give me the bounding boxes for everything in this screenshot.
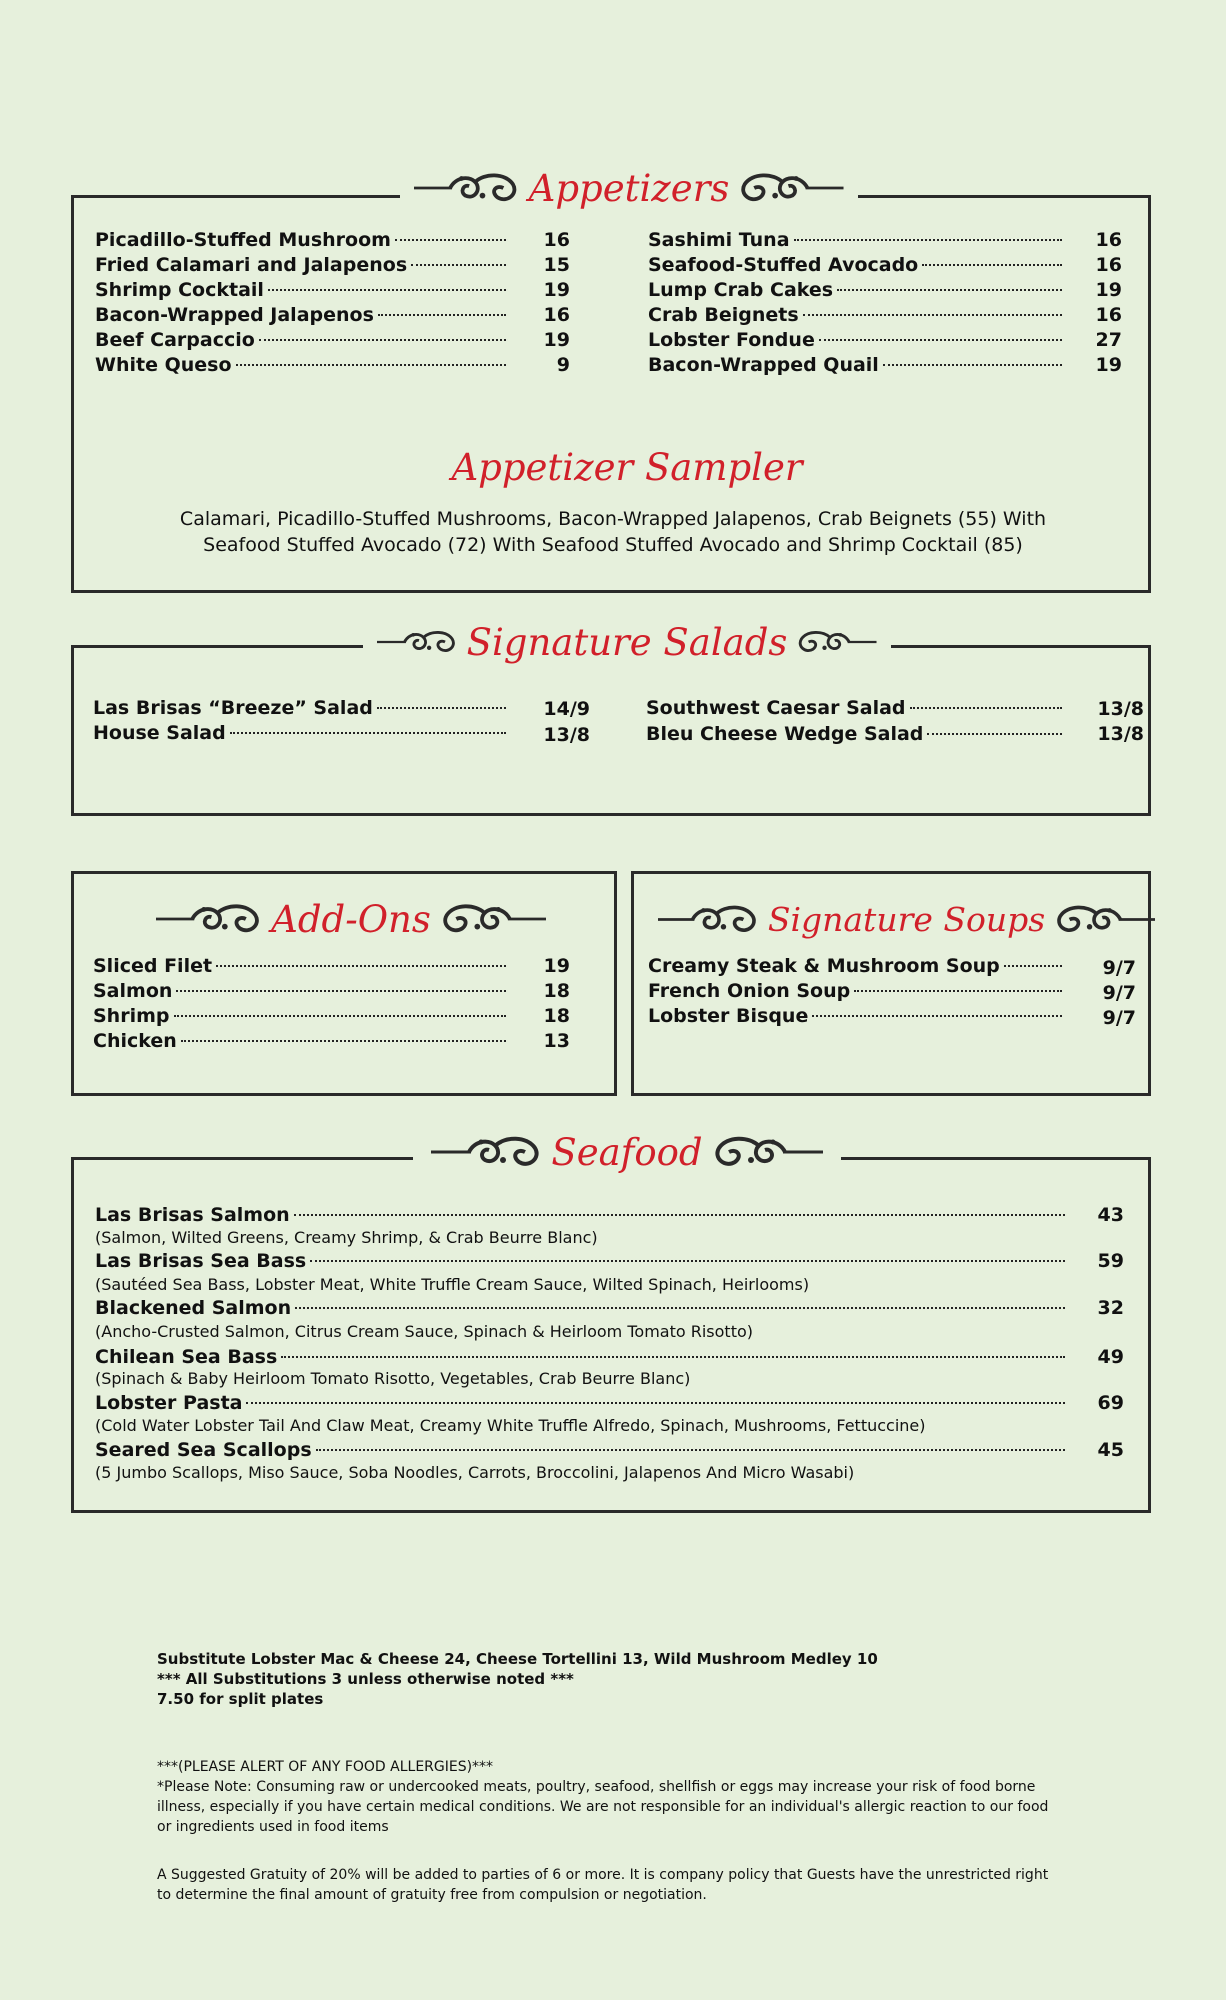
leader-dots (812, 1015, 1062, 1017)
left-ornament-icon (156, 901, 261, 937)
item-price: 16 (543, 304, 570, 326)
leader-dots (922, 264, 1062, 266)
item-name: House Salad (93, 722, 226, 744)
list-item (93, 979, 510, 1004)
sampler-title: Appetizer Sampler (451, 445, 803, 489)
right-ornament-icon (797, 624, 877, 660)
seafood-item (95, 1249, 1069, 1274)
item-price: 9/7 (1102, 982, 1136, 1004)
leader-dots (176, 990, 506, 992)
leader-dots (883, 364, 1062, 366)
item-price: 15 (543, 254, 570, 276)
left-ornament-icon (377, 624, 457, 660)
leader-dots (910, 707, 1062, 709)
sampler-heading (413, 437, 841, 497)
seafood-item (95, 1203, 1069, 1228)
leader-dots (316, 1449, 1065, 1451)
list-item (648, 353, 1066, 378)
list-item (646, 722, 1066, 747)
item-price: 19 (543, 279, 570, 301)
split-plate-note: 7.50 for split plates (157, 1690, 324, 1708)
addons-heading (142, 889, 560, 949)
soups-heading (640, 889, 1173, 949)
substitution-note: *** All Substitutions 3 unless otherwise noted *** (157, 1670, 574, 1688)
salads-title: Signature Salads (466, 620, 788, 664)
leader-dots (259, 339, 506, 341)
item-description: (Salmon, Wilted Greens, Creamy Shrimp, & Crab Beurre Blanc) (95, 1228, 598, 1247)
leader-dots (295, 1307, 1065, 1309)
item-name: Las Brisas Salmon (95, 1204, 290, 1226)
item-price: 19 (1095, 354, 1122, 376)
item-name: Sashimi Tuna (648, 229, 790, 251)
leader-dots (927, 733, 1062, 735)
item-name: Bacon-Wrapped Quail (648, 354, 879, 376)
list-item (95, 353, 510, 378)
list-item (648, 278, 1066, 303)
item-name: Blackened Salmon (95, 1297, 292, 1319)
item-name: French Onion Soup (648, 980, 851, 1002)
list-item (93, 721, 510, 746)
item-name: Lobster Pasta (95, 1392, 243, 1414)
sampler-line-2: Seafood Stuffed Avocado (72) With Seafood Stuffed Avocado and Shrimp Cocktail (85) (203, 534, 1023, 556)
item-price: 18 (543, 1005, 570, 1027)
seafood-title: Seafood (551, 1130, 703, 1174)
allergy-alert: ***(PLEASE ALERT OF ANY FOOD ALLERGIES)*** (157, 1759, 494, 1775)
item-name: Las Brisas “Breeze” Salad (93, 697, 373, 719)
list-item (648, 328, 1066, 353)
item-price: 32 (1097, 1297, 1124, 1319)
list-item (648, 228, 1066, 253)
list-item (95, 328, 510, 353)
item-name: Chicken (93, 1030, 177, 1052)
soups-title: Signature Soups (767, 899, 1046, 939)
list-item (648, 954, 1066, 979)
leader-dots (377, 707, 506, 709)
leader-dots (411, 264, 506, 266)
item-name: Beef Carpaccio (95, 329, 255, 351)
leader-dots (216, 965, 506, 967)
item-name: White Queso (95, 354, 232, 376)
seafood-item (95, 1296, 1069, 1321)
seafood-item (95, 1345, 1069, 1370)
leader-dots (246, 1402, 1065, 1404)
list-item (93, 1029, 510, 1054)
leader-dots (281, 1356, 1065, 1358)
item-name: Crab Beignets (648, 304, 799, 326)
item-price: 16 (543, 229, 570, 251)
leader-dots (378, 314, 506, 316)
item-name: Lobster Bisque (648, 1005, 809, 1027)
appetizers-title: Appetizers (528, 166, 730, 210)
item-price: 49 (1097, 1346, 1124, 1368)
item-price: 59 (1097, 1250, 1124, 1272)
item-description: (5 Jumbo Scallops, Miso Sauce, Soba Noodles, Carrots, Broccolini, Jalapenos And Micro Wasabi) (95, 1463, 855, 1482)
item-price: 16 (1095, 304, 1122, 326)
list-item (648, 1004, 1066, 1029)
leader-dots (803, 314, 1062, 316)
leader-dots (174, 1015, 507, 1017)
seafood-heading (413, 1122, 841, 1182)
item-price: 43 (1097, 1204, 1124, 1226)
item-name: Lobster Fondue (648, 329, 815, 351)
substitution-line: Substitute Lobster Mac & Cheese 24, Cheese Tortellini 13, Wild Mushroom Medley 10 (157, 1650, 878, 1668)
item-price: 13/8 (1097, 698, 1144, 720)
item-price: 9 (556, 354, 570, 376)
item-price: 16 (1095, 254, 1122, 276)
list-item (93, 696, 510, 721)
list-item (95, 228, 510, 253)
leader-dots (236, 364, 506, 366)
leader-dots (181, 1040, 506, 1042)
addons-title: Add-Ons (271, 897, 431, 941)
item-price: 19 (543, 329, 570, 351)
item-name: Creamy Steak & Mushroom Soup (648, 955, 1000, 977)
item-name: Seafood-Stuffed Avocado (648, 254, 919, 276)
item-price: 16 (1095, 229, 1122, 251)
item-price: 13/8 (543, 724, 590, 746)
item-name: Bleu Cheese Wedge Salad (646, 723, 924, 745)
item-description: (Cold Water Lobster Tail And Claw Meat, Creamy White Truffle Alfredo, Spinach, Mushrooms, Fettuccine) (95, 1416, 926, 1435)
list-item (648, 979, 1066, 1004)
left-ornament-icon (431, 1134, 541, 1170)
list-item (93, 954, 510, 979)
item-name: Sliced Filet (93, 955, 213, 977)
list-item (646, 696, 1066, 721)
list-item (95, 278, 510, 303)
allergy-note: *Please Note: Consuming raw or undercooked meats, poultry, seafood, shellfish or eggs may increase your risk of food borne illness, especially if you have certain medical conditions. We are not responsible for an individual's allergic reaction to our food or ingredients used in food items (157, 1779, 1049, 1835)
right-ornament-icon (739, 170, 844, 206)
leader-dots (230, 732, 506, 734)
leader-dots (1004, 965, 1062, 967)
seafood-item (95, 1438, 1069, 1463)
item-name: Salmon (93, 980, 173, 1002)
list-item (95, 303, 510, 328)
list-item (95, 253, 510, 278)
item-price: 69 (1097, 1392, 1124, 1414)
item-price: 19 (543, 955, 570, 977)
item-description: (Spinach & Baby Heirloom Tomato Risotto, Vegetables, Crab Beurre Blanc) (95, 1369, 691, 1388)
gratuity-note: A Suggested Gratuity of 20% will be added to parties of 6 or more. It is company policy that Guests have the unrestricted right to determine the final amount of gratuity free from compulsion or negotiation. (157, 1867, 1049, 1903)
leader-dots (294, 1214, 1065, 1216)
left-ornament-icon (658, 903, 758, 936)
item-price: 27 (1095, 329, 1122, 351)
leader-dots (395, 239, 506, 241)
item-name: Fried Calamari and Jalapenos (95, 254, 408, 276)
item-description: (Sautéed Sea Bass, Lobster Meat, White Truffle Cream Sauce, Wilted Spinach, Heirlooms) (95, 1275, 810, 1294)
item-name: Bacon-Wrapped Jalapenos (95, 304, 374, 326)
leader-dots (837, 289, 1062, 291)
item-price: 45 (1097, 1439, 1124, 1461)
item-description: (Ancho-Crusted Salmon, Citrus Cream Sauce, Spinach & Heirloom Tomato Risotto) (95, 1322, 753, 1341)
item-price: 18 (543, 980, 570, 1002)
list-item (648, 303, 1066, 328)
item-name: Las Brisas Sea Bass (95, 1250, 307, 1272)
salads-heading (363, 612, 891, 672)
item-name: Picadillo-Stuffed Mushroom (95, 229, 391, 251)
list-item (93, 1004, 510, 1029)
leader-dots (310, 1260, 1065, 1262)
item-name: Shrimp Cocktail (95, 279, 264, 301)
right-ornament-icon (441, 901, 546, 937)
sampler-line-1: Calamari, Picadillo-Stuffed Mushrooms, Bacon-Wrapped Jalapenos, Crab Beignets (55) With (179, 508, 1047, 530)
list-item (648, 253, 1066, 278)
leader-dots (268, 289, 506, 291)
left-ornament-icon (414, 170, 519, 206)
item-name: Southwest Caesar Salad (646, 697, 906, 719)
leader-dots (794, 239, 1062, 241)
item-price: 9/7 (1102, 957, 1136, 979)
right-ornament-icon (713, 1134, 823, 1170)
item-price: 14/9 (543, 698, 590, 720)
item-name: Chilean Sea Bass (95, 1346, 278, 1368)
item-price: 19 (1095, 279, 1122, 301)
leader-dots (819, 339, 1062, 341)
leader-dots (854, 990, 1062, 992)
item-name: Lump Crab Cakes (648, 279, 834, 301)
appetizers-heading (400, 158, 858, 218)
right-ornament-icon (1055, 903, 1155, 936)
seafood-item (95, 1391, 1069, 1416)
item-price: 9/7 (1102, 1007, 1136, 1029)
item-price: 13/8 (1097, 723, 1144, 745)
item-price: 13 (543, 1030, 570, 1052)
item-name: Shrimp (93, 1005, 170, 1027)
item-name: Seared Sea Scallops (95, 1439, 312, 1461)
